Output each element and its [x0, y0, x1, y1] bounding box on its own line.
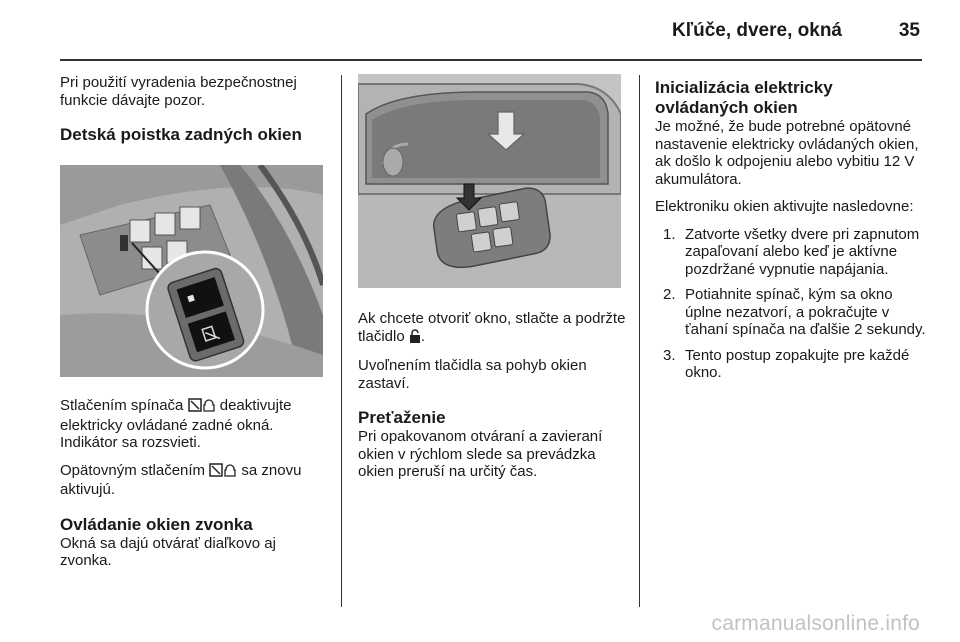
column-2 — [358, 74, 628, 491]
key-control-heading: Ovládanie okien zvonka — [60, 514, 253, 534]
intro-text: Pri použití vyradenia bezpečnostnej funkcie dávajte pozor. — [60, 74, 297, 109]
init-text-2: Elektroniku okien aktivujte nasledovne: — [655, 198, 914, 215]
list-item — [655, 226, 930, 279]
column-divider-1 — [341, 75, 342, 607]
page-header — [0, 0, 960, 62]
chapter-title: Kľúče, dvere, okná — [672, 20, 842, 41]
key-control-text: Okná sa dajú otvárať diaľkovo aj zvonka. — [60, 534, 276, 569]
step-text: Zatvorte všetky dvere pri zapnutom zapaľovaní alebo keď je aktívne pozdržané vypnutie napájania. — [685, 225, 920, 278]
overload-heading: Preťaženie — [358, 408, 446, 427]
open-window-text-a: Ak chcete otvoriť okno, stlačte a podržte tlačidlo — [358, 310, 626, 345]
child-lock-text-2b: sa znovu aktivujú. — [60, 461, 302, 498]
release-text: Uvoľnením tlačidla sa pohyb okien zastaví. — [358, 357, 587, 392]
step-text: Potiahnite spínač, kým sa okno úplne nezatvorí, a pokračujte v ťahaní spínača na ďalšie 2 sekundy. — [685, 286, 926, 338]
list-item — [655, 286, 930, 339]
overload-text: Pri opakovanom otváraní a zavieraní okien v rýchlom slede sa prevádzka okien preruší na určitý čas. — [358, 428, 603, 480]
page-number: 35 — [898, 20, 920, 41]
column-3 — [655, 74, 930, 390]
remote-key-window-illustration — [358, 74, 621, 288]
header-rule — [60, 59, 922, 61]
column-divider-2 — [639, 75, 640, 607]
step-number: 3. — [663, 346, 676, 364]
open-window-text-b: . — [420, 327, 426, 345]
step-number: 1. — [663, 225, 676, 243]
open-window-text — [358, 310, 628, 347]
child-lock-window-icon — [209, 463, 237, 482]
child-lock-text-1 — [60, 397, 328, 452]
column-1 — [60, 74, 328, 580]
child-lock-heading: Detská poistka zadných okien — [60, 125, 302, 144]
watermark[interactable]: carmanualsonline.info — [711, 612, 920, 635]
padlock-open-icon — [409, 329, 421, 348]
list-item — [655, 347, 930, 382]
step-number: 2. — [663, 286, 676, 303]
child-lock-text-2a: Opätovným stlačením — [60, 461, 206, 479]
step-text: Tento postup zopakujte pre každé okno. — [685, 346, 910, 381]
init-steps-list — [655, 226, 930, 382]
init-heading: Inicializácia elektricky ovládaných okien — [655, 78, 833, 117]
child-lock-window-icon — [188, 398, 216, 417]
init-text-1: Je možné, že bude potrebné opätovné nastavenie elektricky ovládaných okien, ak došlo k odpojeniu alebo vybitiu 12 V akumulátora. — [655, 118, 919, 188]
child-lock-text-1a: Stlačením spínača — [60, 397, 184, 414]
door-switch-illustration — [60, 165, 323, 377]
child-lock-text-1b: deaktivujte elektricky ovládané zadné okná. Indikátor sa rozsvieti. — [60, 397, 292, 451]
child-lock-text-2 — [60, 462, 328, 499]
